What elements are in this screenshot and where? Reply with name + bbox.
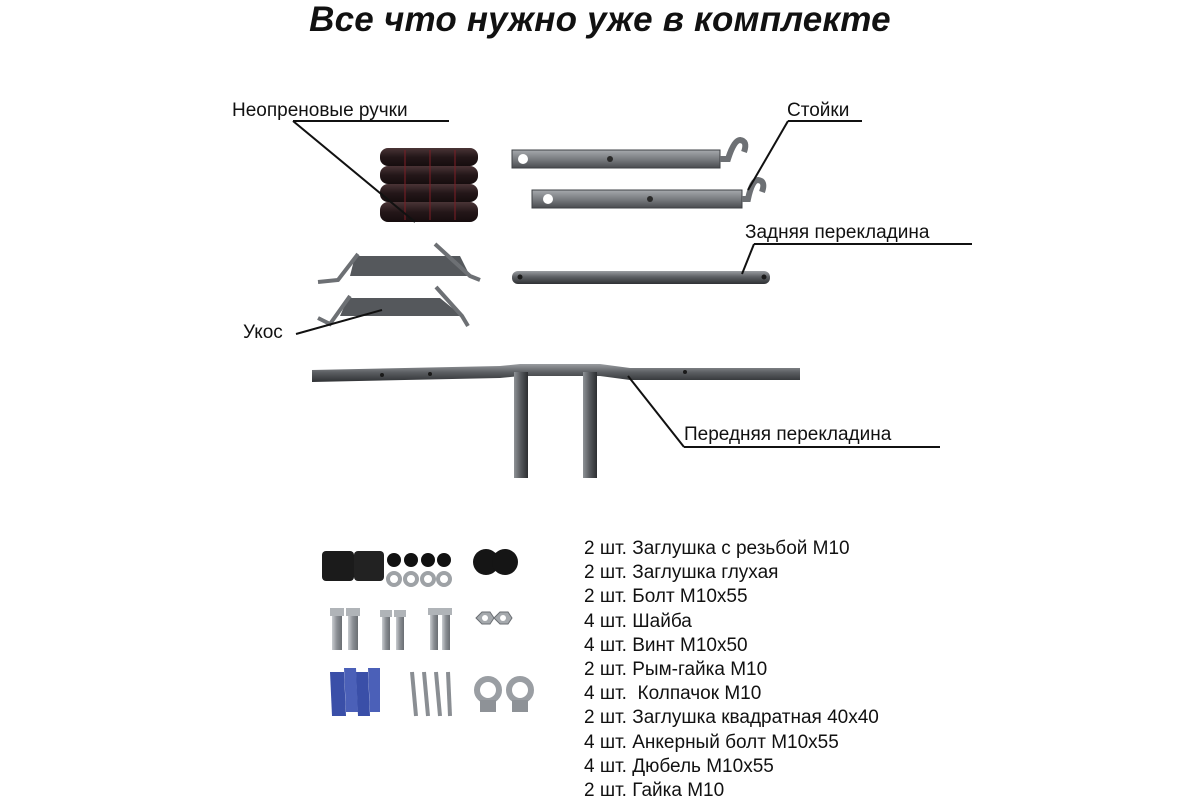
list-item: 2 шт. Заглушка с резьбой М10 [584,538,850,559]
nuts-image [476,612,512,624]
label-brace: Укос [243,322,283,343]
list-item: 4 шт. Колпачок М10 [584,683,762,705]
front-crossbar-image [312,364,800,478]
list-item: 2 шт. Заглушка квадратная 40х40 [584,707,879,729]
bolts-image [330,608,452,650]
eye-nuts-image [477,679,531,712]
list-item: 4 шт. Анкерный болт М10х55 [584,731,839,753]
list-item: 4 шт. Дюбель М10х55 [584,755,774,777]
list-item: 2 шт. Заглушка глухая [584,562,779,584]
brace-image [318,244,480,326]
uprights-image [512,140,763,208]
washers-image [388,573,450,585]
end-caps-image [322,549,518,581]
dowels-image [330,668,380,716]
label-rear-crossbar: Задняя перекладина [745,222,930,243]
list-item: 2 шт. Болт М10х55 [584,586,748,608]
rear-crossbar-image [512,271,770,284]
list-item: 2 шт. Гайка М10 [584,780,725,802]
anchor-bolts-image [412,672,450,716]
kit-contents-list [584,537,879,803]
label-neoprene-handles: Неопреновые ручки [232,100,408,121]
neoprene-handles-image [380,148,478,222]
list-item: 2 шт. Рым-гайка М10 [584,659,768,681]
list-item: 4 шт. Винт М10х50 [584,634,748,656]
label-uprights: Стойки [787,100,850,121]
page-title: Все что нужно уже в комплекте [309,0,891,39]
list-item: 4 шт. Шайба [584,610,692,632]
label-front-crossbar: Передняя перекладина [684,424,892,445]
